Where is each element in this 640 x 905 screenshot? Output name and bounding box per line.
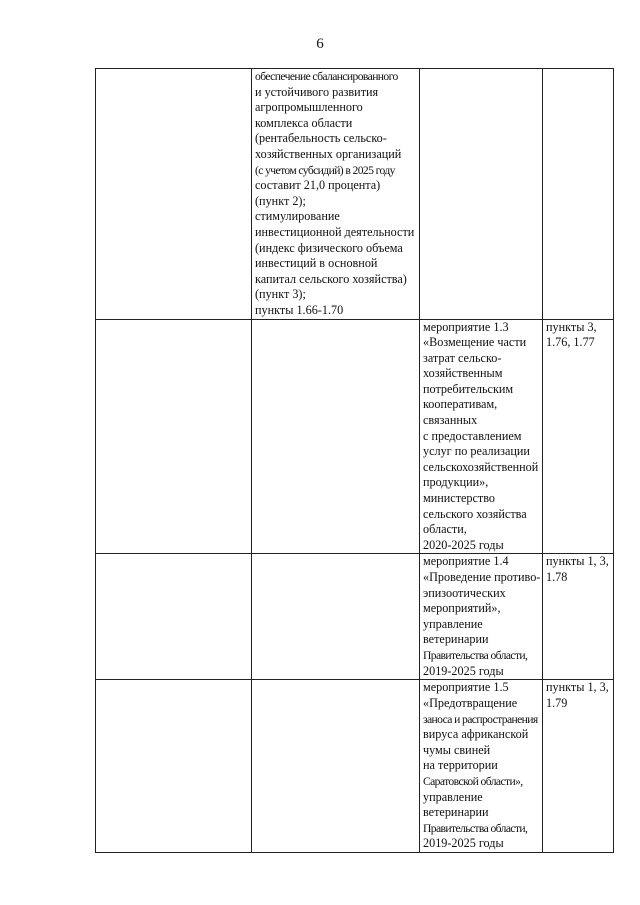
cell-text-line: министерство <box>423 491 496 506</box>
cell-text-line: Правительства области, <box>423 648 528 662</box>
table-row <box>96 680 614 853</box>
table-row <box>96 319 614 554</box>
cell-text-line: 2020-2025 годы <box>423 537 504 552</box>
table-cell <box>420 680 543 853</box>
table-cell <box>420 554 543 680</box>
table-cell <box>96 554 252 680</box>
cell-text-line: заноса и распространения <box>423 712 538 726</box>
table-cell <box>543 319 614 554</box>
cell-text-line: сельского хозяйства <box>423 506 527 521</box>
cell-text-line: мероприятие 1.4 <box>423 554 509 569</box>
cell-text-line: инвестиционной деятельности <box>255 224 415 239</box>
cell-text-line: «Возмещение части <box>423 335 527 350</box>
table-row <box>96 69 614 320</box>
cell-text-line: (пункт 2); <box>255 193 306 208</box>
cell-text-line: «Проведение противо- <box>423 570 541 584</box>
table-cell <box>252 554 420 680</box>
cell-text-line: пункты 1, 3, <box>546 554 609 569</box>
cell-text-line: (с учетом субсидий) в 2025 году <box>255 163 395 177</box>
cell-text-line: комплекса области <box>255 115 353 130</box>
table-cell <box>252 680 420 853</box>
table-cell <box>543 554 614 680</box>
table-cell <box>252 319 420 554</box>
table-cell <box>420 69 543 320</box>
cell-text-line: 2019-2025 годы <box>423 663 504 678</box>
cell-text-line: мероприятие 1.3 <box>423 319 509 334</box>
cell-text-line: продукции», <box>423 475 489 490</box>
cell-text-line: сельскохозяйственной <box>423 459 539 474</box>
cell-text-line: агропромышленного <box>255 100 363 115</box>
cell-text-line: пункты 1.66-1.70 <box>255 302 344 317</box>
cell-text-line: эпизоотических <box>423 585 506 600</box>
cell-text-line: обеспечение сбалансированного <box>255 70 398 83</box>
cell-text-line: хозяйственных организаций <box>255 146 402 161</box>
cell-text-line: с предоставлением <box>423 428 522 443</box>
cell-text-line: Саратовской области», <box>423 774 523 788</box>
cell-text-line: пункты 1, 3, <box>546 680 609 695</box>
cell-text-line: (пункт 3); <box>255 287 306 302</box>
cell-text-line: хозяйственным <box>423 366 503 381</box>
cell-text-line: управление <box>423 616 483 631</box>
program-table <box>95 68 614 853</box>
table-cell <box>252 69 420 320</box>
cell-text-line: 1.76, 1.77 <box>546 335 595 350</box>
cell-text-line: (индекс физического объема <box>255 240 403 255</box>
cell-text-line: инвестиций в основной <box>255 256 378 271</box>
cell-text-line: области, <box>423 522 467 537</box>
cell-text-line: пункты 3, <box>546 319 597 334</box>
cell-text-line: чумы свиней <box>423 742 491 757</box>
table-cell <box>96 680 252 853</box>
cell-text-line: услуг по реализации <box>423 444 530 459</box>
cell-text-line: составит 21,0 процента) <box>255 178 381 193</box>
cell-text-line: «Предотвращение <box>423 696 518 710</box>
cell-text-line: связанных <box>423 413 478 428</box>
cell-text-line: ветеринарии <box>423 632 489 647</box>
cell-text-line: Правительства области, <box>423 821 528 835</box>
cell-text-line: (рентабельность сельско- <box>255 131 387 146</box>
cell-text-line: на территории <box>423 758 498 773</box>
table-row <box>96 554 614 680</box>
cell-text-line: кооперативам, <box>423 397 498 412</box>
cell-text-line: потребительским <box>423 381 514 396</box>
cell-text-line: стимулирование <box>255 209 340 224</box>
table-cell <box>543 680 614 853</box>
cell-text-line: управление <box>423 789 483 804</box>
table-cell <box>96 69 252 320</box>
cell-text-line: мероприятий», <box>423 601 501 616</box>
cell-text-line: ветеринарии <box>423 805 489 820</box>
cell-text-line: вируса африканской <box>423 727 529 742</box>
cell-text-line: мероприятие 1.5 <box>423 680 509 695</box>
cell-text-line: 2019-2025 годы <box>423 836 504 851</box>
cell-text-line: 1.78 <box>546 570 568 584</box>
cell-text-line: 1.79 <box>546 696 568 710</box>
cell-text-line: и устойчивого развития <box>255 84 379 99</box>
table-cell <box>543 69 614 320</box>
page-number: 6 <box>316 36 324 52</box>
table-cell <box>96 319 252 554</box>
cell-text-line: затрат сельско- <box>423 350 502 365</box>
cell-text-line: капитал сельского хозяйства) <box>255 271 407 286</box>
table-cell <box>420 319 543 554</box>
